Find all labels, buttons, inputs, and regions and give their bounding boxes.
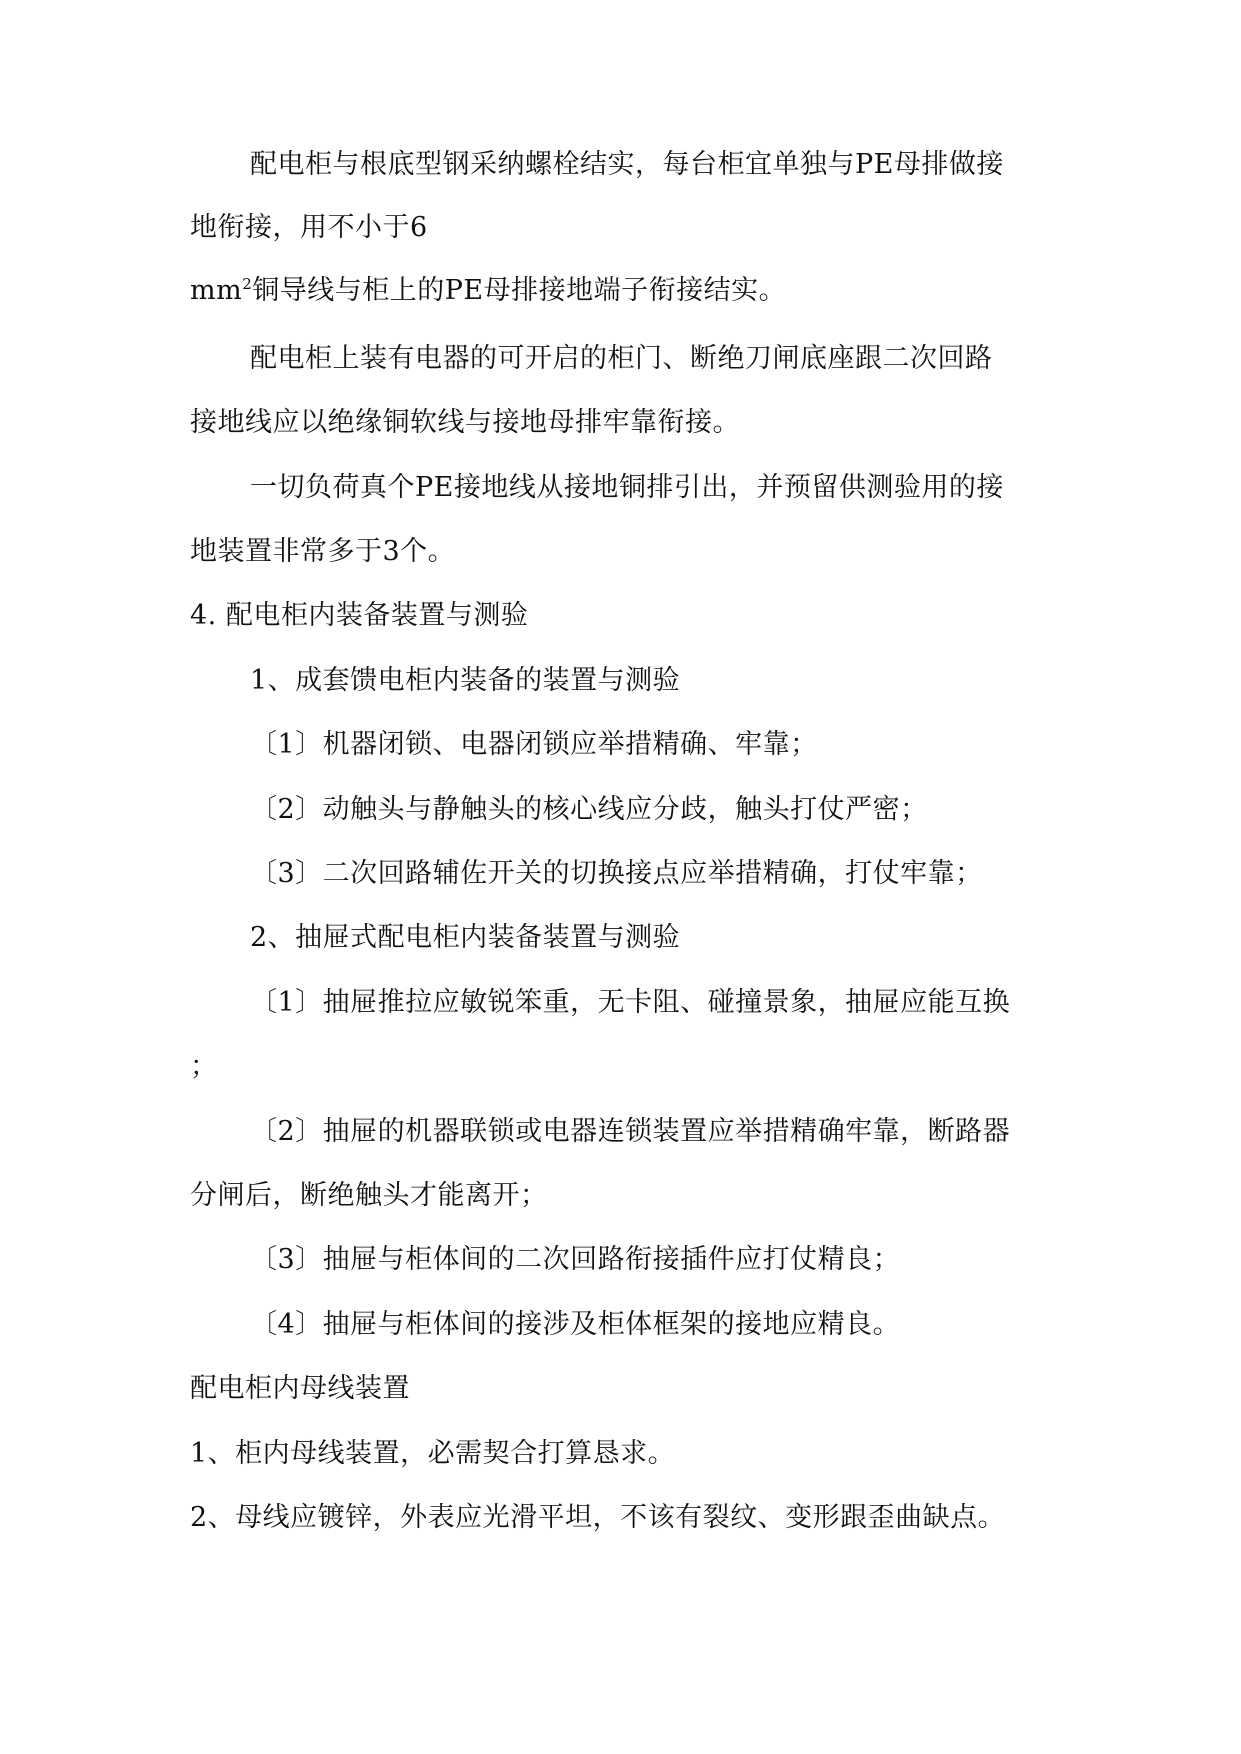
paragraph-line: 接地线应以绝缘铜软线与接地母排牢靠衔接。 (190, 407, 740, 438)
list-item: 〔1〕机器闭锁、电器闭锁应举措精确、牢靠； (250, 729, 818, 760)
paragraph-line: 地衔接，用不小于6 (190, 212, 428, 243)
list-item-continuation: ； (190, 1051, 218, 1082)
paragraph-line (190, 271, 786, 311)
section-heading: 4. 配电柜内装备装置与测验 (190, 600, 529, 631)
paragraph-line: 一切负荷真个PE接地线从接地铜排引出，并预留供测验用的接 (250, 472, 1004, 503)
subsection-heading: 1、成套馈电柜内装备的装置与测验 (250, 665, 681, 696)
list-item: 〔2〕抽屉的机器联锁或电器连锁装置应举措精确牢靠，断路器 (250, 1116, 1011, 1147)
list-item: 〔3〕抽屉与柜体间的二次回路衔接插件应打仗精良； (250, 1244, 901, 1275)
paragraph-text: 铜导线与柜上的PE母排接地端子衔接结实。 (252, 275, 787, 306)
paragraph-line: 配电柜上装有电器的可开启的柜门、断绝刀闸底座跟二次回路 (250, 343, 993, 374)
paragraph-line: 地装置非常多于3个。 (190, 536, 456, 567)
paragraph-line: 2、母线应镀锌，外表应光滑平坦，不该有裂纹、变形跟歪曲缺点。 (190, 1502, 1006, 1533)
list-item-continuation: 分闸后，断绝触头才能离开； (190, 1180, 548, 1211)
superscript: 2 (242, 275, 253, 293)
list-item: 〔1〕抽屉推拉应敏锐笨重，无卡阻、碰撞景象，抽屉应能互换 (250, 987, 1011, 1018)
list-item: 〔4〕抽屉与柜体间的接涉及柜体框架的接地应精良。 (250, 1309, 901, 1340)
list-item: 〔3〕二次回路辅佐开关的切换接点应举措精确，打仗牢靠； (250, 858, 983, 889)
unit-text: mm (190, 275, 243, 306)
subsection-heading: 2、抽屉式配电柜内装备装置与测验 (250, 922, 681, 953)
paragraph-line: 1、柜内母线装置，必需契合打算恳求。 (190, 1438, 676, 1469)
list-item: 〔2〕动触头与静触头的核心线应分歧，触头打仗严密； (250, 794, 928, 825)
paragraph-line: 配电柜与根底型钢采纳螺栓结实，每台柜宜单独与PE母排做接 (250, 149, 1004, 180)
section-heading: 配电柜内母线装置 (190, 1373, 410, 1404)
